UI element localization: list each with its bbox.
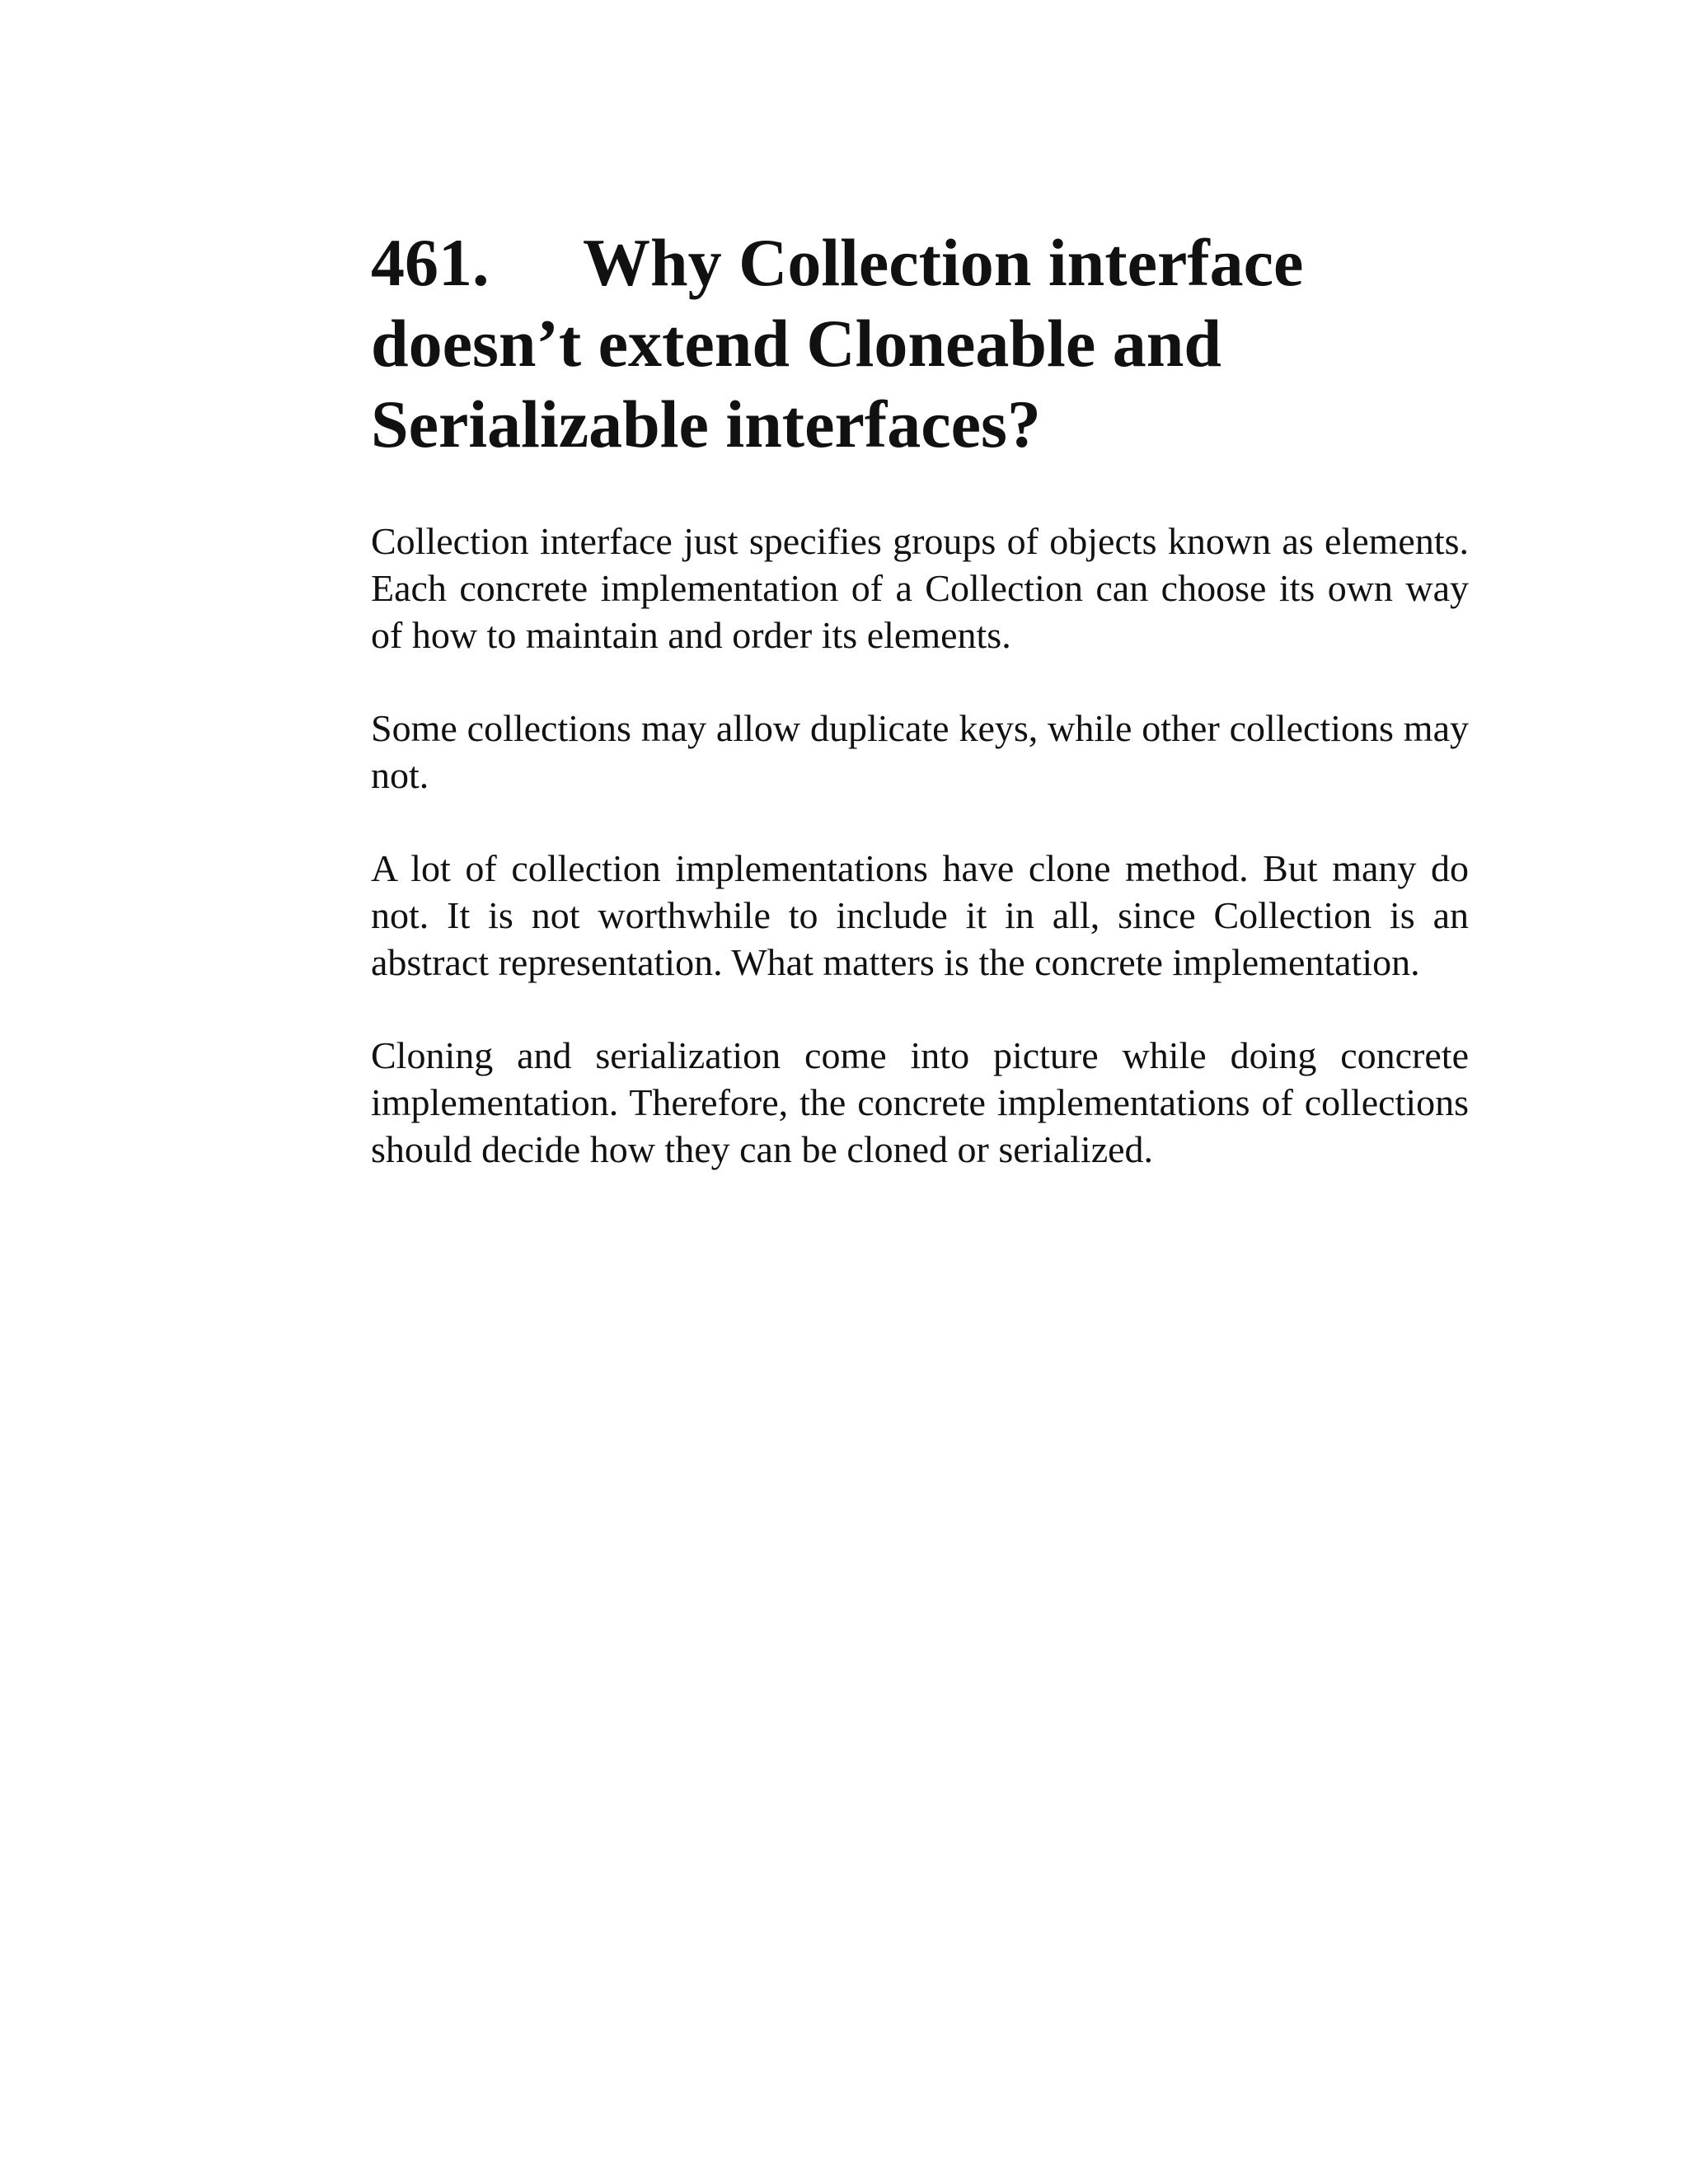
paragraph-4: Cloning and serialization come into picture while doing concrete implementation. Therefore, the concrete implementations of collections should decide how they can be cloned or serialized. [371,1034,1469,1170]
document-content [371,223,1469,1219]
section-number: 461. [371,225,490,300]
section-heading [371,223,1469,465]
paragraph-1: Collection interface just specifies groups of objects known as elements. Each concrete implementation of a Collection can choose its own way of how to maintain and order its elements. [371,520,1469,656]
paragraph-3: A lot of collection implementations have clone method. But many do not. It is not worthwhile to include it in all, since Collection is an abstract representation. What matters is the concrete implementation. [371,847,1469,983]
section-title: Why Collection interface doesn’t extend Cloneable and Serializable interfaces? [371,225,1304,462]
body-text [371,518,1469,1173]
paragraph-2: Some collections may allow duplicate keys, while other collections may not. [371,707,1469,796]
